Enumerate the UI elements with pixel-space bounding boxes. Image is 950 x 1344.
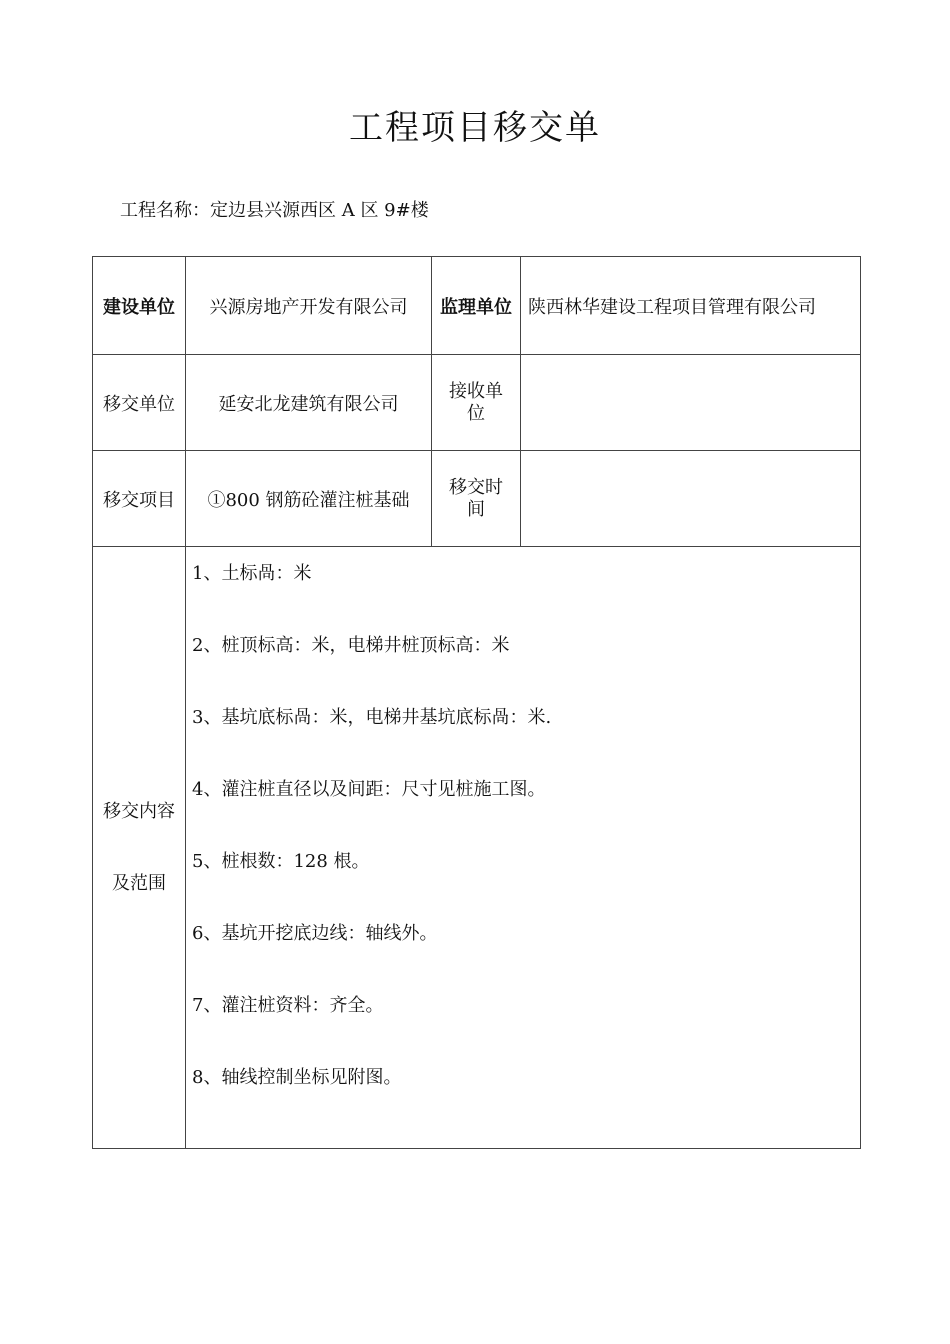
project-name-value: 定边县兴源西区 A 区 9#楼 [210,200,429,221]
scope-item: 4、灌注桩直径以及间距：尺寸见桩施工图。 [192,779,546,800]
scope-item: 6、基坑开挖底边线：轴线外。 [192,923,438,944]
handover-item-label: 移交项目 [93,451,186,547]
table-row-scope [93,547,861,1149]
scope-item: 5、桩根数：128 根。 [192,851,370,872]
scope-item: 2、桩顶标高：米，电梯井桩顶标高：米 [192,635,510,656]
page-title: 工程项目移交单 [349,108,601,148]
handover-unit-value: 延安北龙建筑有限公司 [186,355,432,451]
construction-unit-label: 建设单位 [93,257,186,355]
scope-label-line1: 移交内容 [103,800,175,822]
construction-unit-value: 兴源房地产开发有限公司 [186,257,432,355]
handover-time-label-line2: 间 [467,498,485,520]
handover-time-value [521,451,861,547]
handover-time-label [432,451,521,547]
scope-label [93,547,186,1149]
handover-form-table [92,256,861,1149]
receiving-unit-label-line1: 接收单 [449,380,503,402]
supervision-unit-label: 监理单位 [432,257,521,355]
project-name-line [120,196,429,222]
scope-item: 1、土标咼：米 [192,563,312,584]
scope-content [186,547,861,1149]
scope-item: 8、轴线控制坐标见附图。 [192,1067,402,1088]
supervision-unit-value: 陕西林华建设工程项目管理有限公司 [521,257,861,355]
scope-item: 3、基坑底标咼：米，电梯井基坑底标咼：米. [192,707,552,728]
scope-item: 7、灌注桩资料：齐全。 [192,995,384,1016]
table-row-handover-unit [93,355,861,451]
receiving-unit-label [432,355,521,451]
receiving-unit-label-line2: 位 [467,402,485,424]
scope-label-line2: 及范围 [112,872,166,894]
table-row-handover-item [93,451,861,547]
receiving-unit-value [521,355,861,451]
project-name-label: 工程名称： [120,200,210,221]
table-row-construction-unit [93,257,861,355]
handover-time-label-line1: 移交时 [449,476,503,498]
handover-item-value: ①800 钢筋砼灌注桩基础 [186,451,432,547]
handover-unit-label: 移交单位 [93,355,186,451]
